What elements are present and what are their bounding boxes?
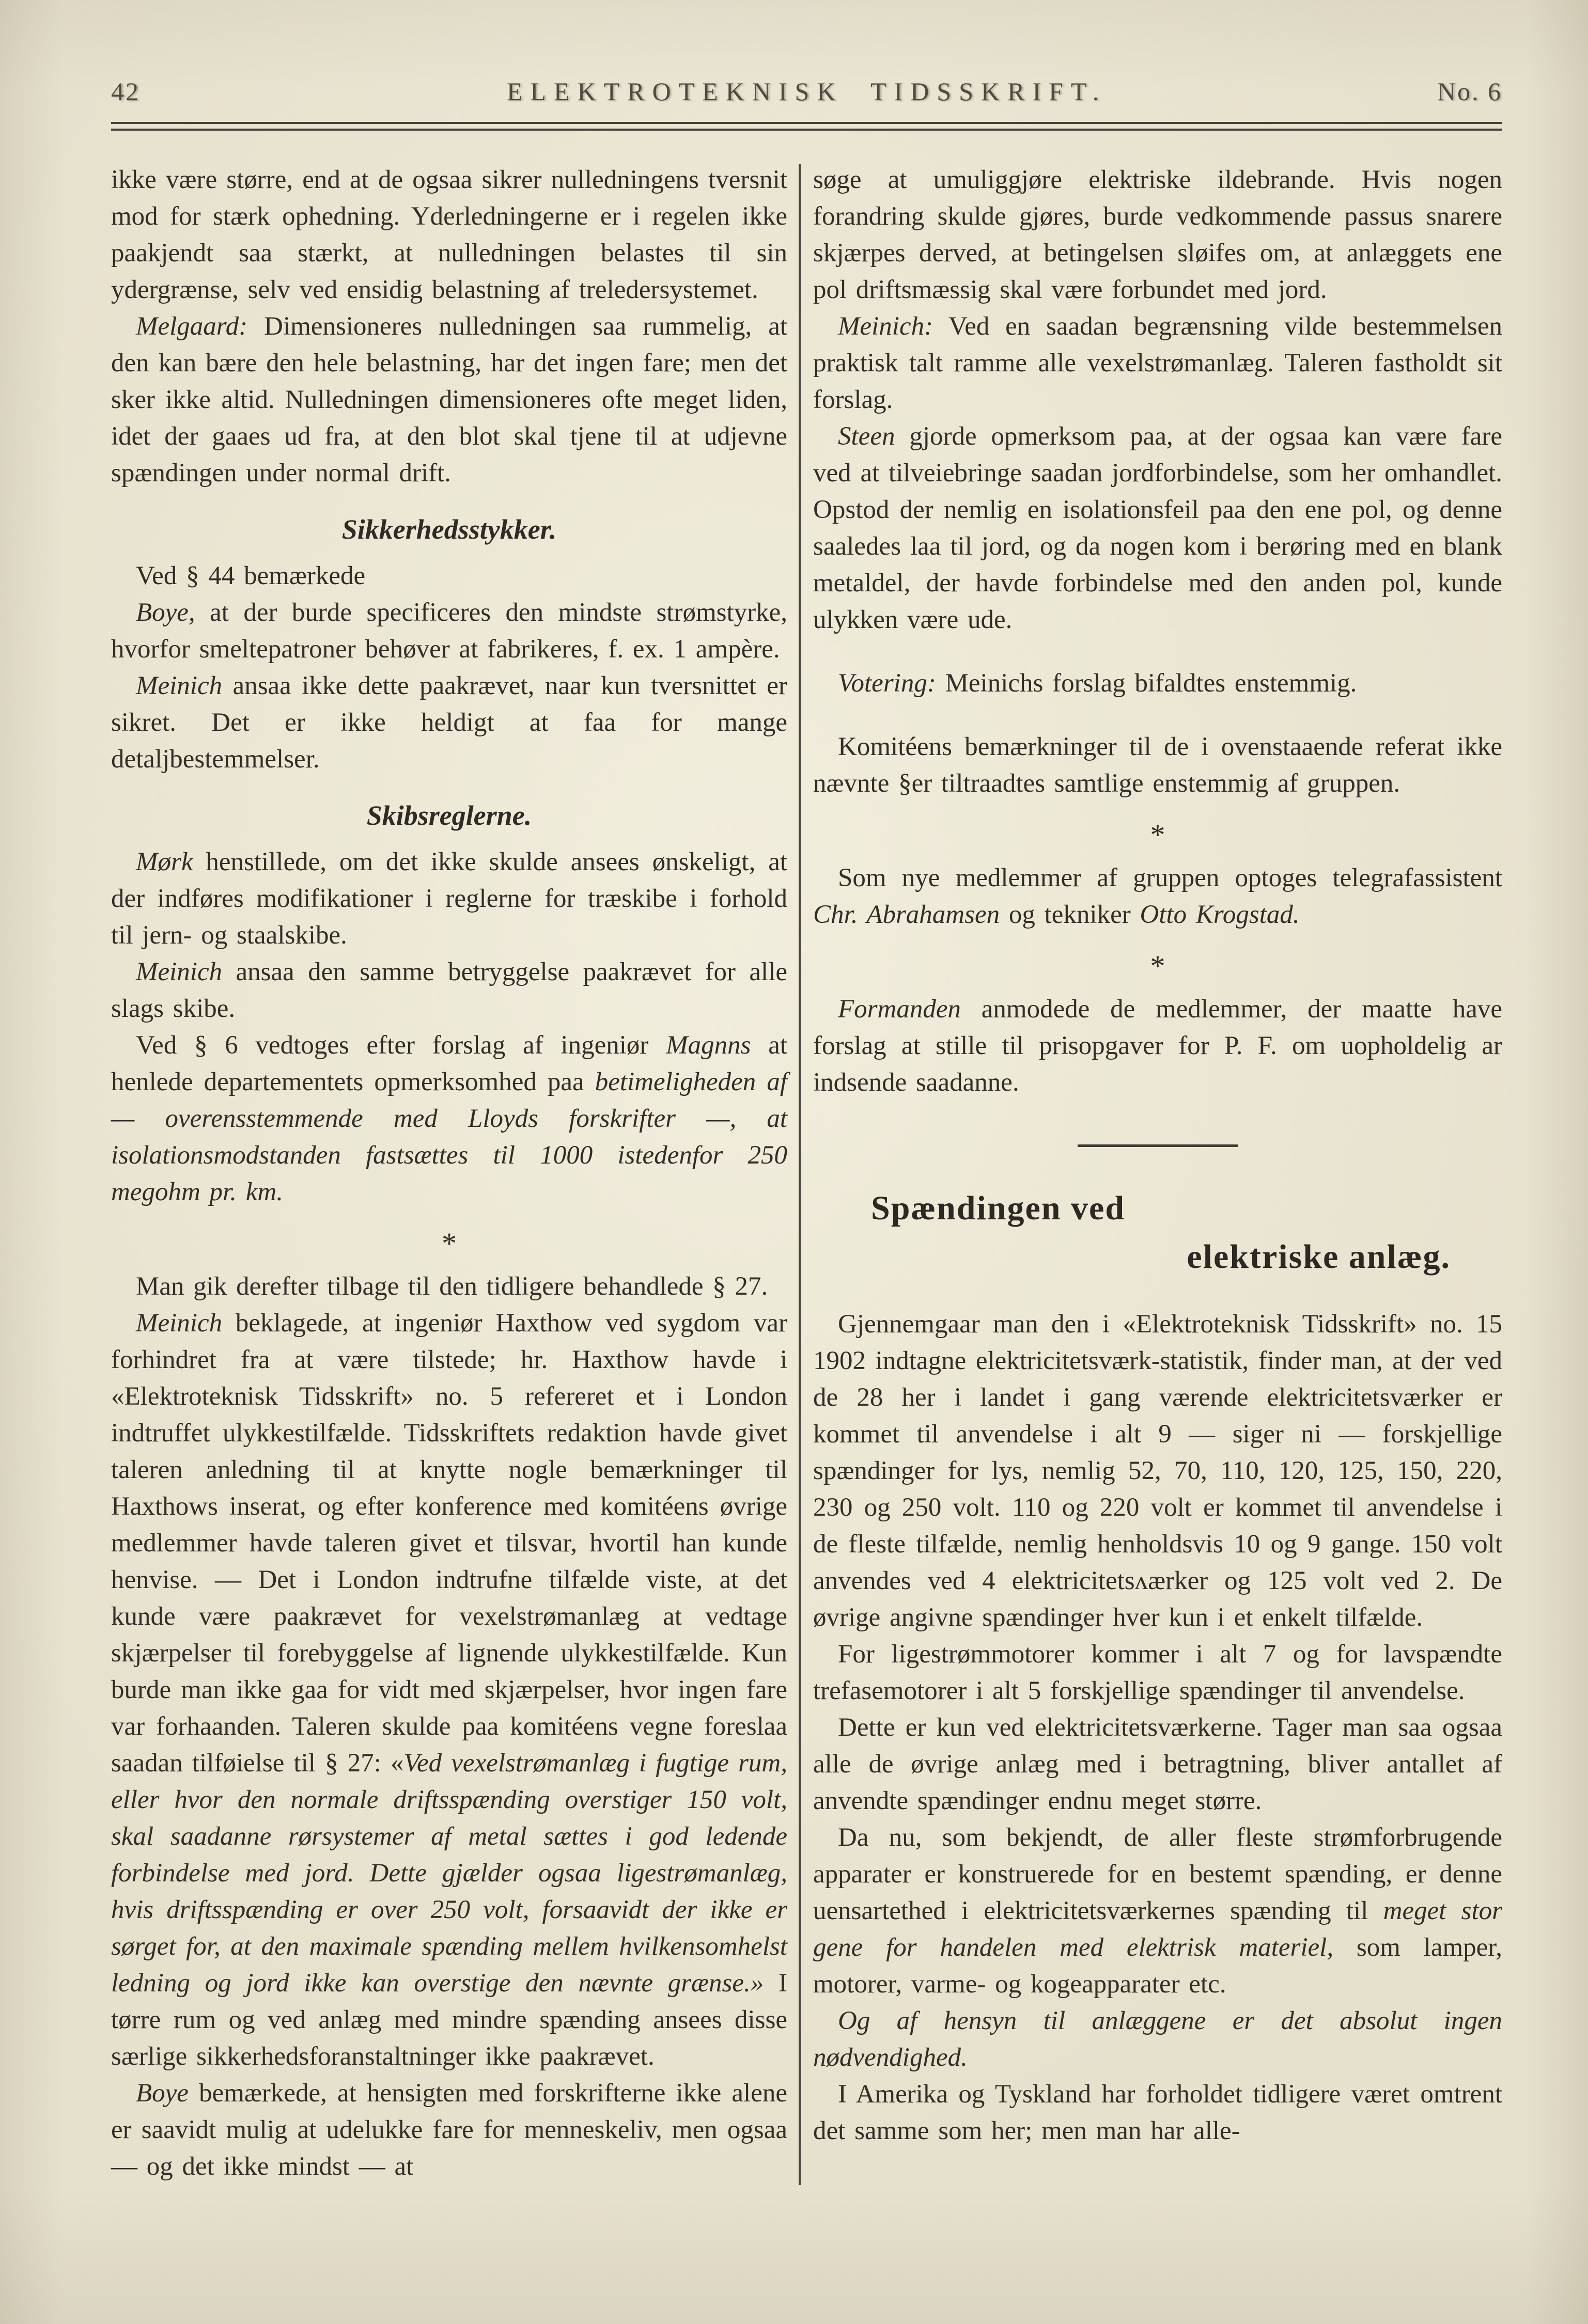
emphasized-text-segment: betimeligheden af — overensstemmende med Lloyds forskrifter —, at isolationsmodstanden fastsættes til 1000 istedenfor 250 megohm pr. km. (111, 1067, 788, 1206)
column-right (813, 162, 1502, 2185)
body-paragraph (813, 162, 1502, 308)
text-segment: henstillede, om det ikke skulde ansees ønskeligt, at der indføres modifikationer i reglerne for træskibe i forhold til jern- og staalskibe. (111, 847, 788, 950)
text-segment: at henlede departementets opmerksomhed paa (111, 1031, 788, 1096)
text-segment: Ved § 6 vedtoges efter forslag af ingeniør (136, 1031, 666, 1060)
body-paragraph (111, 1027, 787, 1211)
text-segment: Dette er kun ved elektricitetsværkerne. Tager man saa ogsaa alle de øvrige anlæg med i betragtning, bliver antallet af anvendte spændinger endnu meget større. (813, 1713, 1502, 1815)
emphasized-text-segment: Ved vexelstrømanlæg i fugtige rum, eller hvor den normale driftsspænding overstiger 150 volt, skal saadanne rørsystemer af metal sættes i god ledende forbindelse med jord. Dette gjælder ogsaa ligestrømanlæg, hvis driftsspænding er over 250 volt, forsaavidt der ikke er sørget for, at den maximale spænding mellem hvilkensomhelst ledning og jord ikke kan overstige den nævnte grænse.» (111, 1749, 788, 1998)
text-segment: søge at umuliggjøre elektriske ildebrande. Hvis nogen forandring skulde gjøres, burde vedkommende passus snarere skjærpes derved, at betingelsen sløifes om, at anlæggets ene pol driftsmæssig skal være forbundet med jord. (813, 165, 1502, 304)
text-segment: Dimensioneres nulledningen saa rummelig, at den kan bære den hele belastning, har det ingen fare; men det sker ikke altid. Nulledningen dimensioneres ofte meget liden, idet der gaaes ud fra, at den blot skal tjene til at udjevne spændingen under normal drift. (111, 312, 788, 488)
text-segment: bemærkede, at hensigten med forskrifterne ikke alene er saavidt mulig at udelukke fare for menneskeliv, men ogsaa — og det ikke mindst — at (111, 2079, 788, 2181)
emphasized-text-segment: Mørk (136, 847, 193, 876)
article-title-line: Spændingen ved (871, 1189, 1126, 1227)
text-segment: ikke være større, end at de ogsaa sikrer nulledningens tversnit mod for stærk ophedning. Yderledningerne er i regelen ikke paakjendt saa stærkt, at nulledningen belastes til sin ydergrænse, selv ved ensidig belastning af treledersystemet. (111, 165, 788, 304)
body-paragraph (813, 1819, 1502, 2003)
body-paragraph (813, 1709, 1502, 1819)
section-separator-rule (1078, 1144, 1238, 1147)
text-segment: Ved § 44 bemærkede (136, 561, 366, 590)
body-paragraph (111, 594, 787, 668)
text-segment: som lamper, motorer, varme- og kogeapparater etc. (813, 1933, 1503, 1999)
text-segment: ansaa den samme betryggelse paakrævet for alle slags skibe. (111, 957, 788, 1023)
section-separator-star: * (1150, 818, 1165, 852)
body-paragraph (111, 308, 787, 492)
body-paragraph (111, 1268, 787, 1305)
body-paragraph (111, 162, 787, 308)
article-title (813, 1184, 1502, 1281)
subsection-heading (111, 799, 787, 831)
body-paragraph (813, 1636, 1502, 1709)
text-segment: Da nu, som bekjendt, de aller fleste strømforbrugende apparater er konstruerede for en bestemt spænding, er denne uensartethed i elektricitetsværkernes spænding til (813, 1823, 1502, 1925)
body-paragraph (813, 2003, 1502, 2076)
text-segment: Gjennemgaar man den i «Elektroteknisk Tidsskrift» no. 15 1902 indtagne elektricitetsværk-statistik, finder man, at der ved de 28 her i landet i gang værende elektricitetsværker er kommet til anvendelse i alt 9 — siger ni — forskjellige spændinger for lys, nemlig 52, 70, 110, 120, 125, 150, 220, 230 og 250 volt. 110 og 220 volt er kommet til anvendelse i de fleste tilfælde, nemlig henholdsvis 10 og 9 gange. 150 volt anvendes ved 4 elektricitetsʌærker og 125 volt ved 2. De øvrige angivne spændinger hver kun i et enkelt tilfælde. (813, 1310, 1502, 1632)
text-segment: og tekniker (1000, 900, 1140, 929)
text-segment: at der burde specificeres den mindste strømstyrke, hvorfor smeltepatroner behøver at fabrikeres, f. ex. 1 ampère. (111, 598, 788, 664)
text-columns (111, 162, 1502, 2185)
text-segment: beklagede, at ingeniør Haxthow ved sygdom var forhindret fra at være tilstede; hr. Haxthow havde i «Elektroteknisk Tidsskrift» no. 5 refereret et i London indtruffet ulykkestilfælde. Tidsskriftets redaktion havde givet taleren anledning til at knytte nogle bemærkninger til Haxthows inserat, og efter konference med komitéens øvrige medlemmer havde taleren givet et tilsvar, hvortil han kunde henvise. — Det i London indtrufne tilfælde viste, at det kunde være paakrævet for vexelstrømanlæg at vedtage skjærpelser til forebyggelse af lignende ulykkestilfælde. Kun burde man ikke gaa for vidt med skjærpelser, hvor ingen fare var forhaanden. Taleren skulde paa komitéens vegne foreslaa saadan tilføielse til § 27: « (111, 1309, 788, 1778)
page-number: 42 (111, 77, 140, 106)
issue-number: No. 6 (1437, 77, 1502, 106)
emphasized-text-segment: Meinich (136, 1309, 223, 1338)
body-paragraph (813, 418, 1502, 638)
text-segment: I Amerika og Tyskland har forholdet tidligere været omtrent det samme som her; men man har alle- (813, 2080, 1502, 2145)
text-segment: gjorde opmerksom paa, at der ogsaa kan være fare ved at tilveiebringe saadan jordforbindelse, som her omhandlet. Opstod der nemlig en isolationsfeil paa den ene pol, og denne saaledes laa til jord, og da nogen kom i berøring med en blank metaldel, der havde forbindelse med den anden pol, kunde ulykken være ude. (813, 422, 1502, 634)
body-paragraph (813, 991, 1502, 1101)
text-segment: anmodede de medlemmer, der maatte have forslag at stille til prisopgaver for P. F. om uopholdelig ar indsende saadanne. (813, 995, 1502, 1097)
body-paragraph (813, 2076, 1502, 2149)
text-segment: ansaa ikke dette paakrævet, naar kun tversnittet er sikret. Det er ikke heldigt at faa for mange detaljbestemmelser. (111, 671, 788, 774)
body-paragraph (813, 860, 1502, 933)
body-paragraph (813, 308, 1502, 418)
body-paragraph (111, 954, 787, 1027)
emphasized-text-segment: Skibsreglerne. (366, 800, 532, 831)
text-segment: Man gik derefter tilbage til den tidligere behandlede § 27. (136, 1272, 768, 1301)
emphasized-text-segment: Boye, (136, 598, 195, 627)
emphasized-text-segment: Magnns (666, 1031, 751, 1060)
emphasized-text-segment: Og af hensyn til anlæggene er det absolut ingen nødvendighed. (813, 2006, 1502, 2072)
text-segment: I tørre rum og ved anlæg med mindre spænding ansees disse særlige sikkerhedsforanstaltninger ikke paakrævet. (111, 1969, 788, 2071)
section-separator-star: * (442, 1227, 457, 1260)
text-segment: Komitéens bemærkninger til de i ovenstaaende referat ikke nævnte §er tiltraadtes samtlige enstemmig af gruppen. (813, 732, 1502, 798)
text-segment: Som nye medlemmer af gruppen optoges telegrafassistent (838, 863, 1502, 892)
emphasized-text-segment: Formanden (838, 995, 961, 1024)
text-segment: Meinichs forslag bifaldtes enstemmig. (936, 669, 1357, 698)
journal-title: ELEKTROTEKNISK TIDSSKRIFT. (506, 77, 1107, 106)
column-divider-rule (799, 164, 801, 2185)
text-segment: For ligestrømmotorer kommer i alt 7 og for lavspændte trefasemotorer i alt 5 forskjellige spændinger til anvendelse. (813, 1640, 1502, 1705)
text-segment: Ved en saadan begrænsning vilde bestemmelsen praktisk talt ramme alle vexelstrømanlæg. Taleren fastholdt sit forslag. (813, 312, 1502, 414)
body-paragraph (111, 668, 787, 778)
body-paragraph (111, 1305, 787, 2075)
emphasized-text-segment: Otto Krogstad. (1140, 900, 1300, 929)
emphasized-text-segment: Steen (838, 422, 895, 451)
body-paragraph (813, 665, 1502, 702)
emphasized-text-segment: Sikkerhedsstykker. (341, 514, 557, 545)
emphasized-text-segment: Chr. Abrahamsen (813, 900, 1000, 929)
emphasized-text-segment: Meinich: (838, 312, 933, 341)
body-paragraph (813, 1306, 1502, 1636)
emphasized-text-segment: Meinich (136, 957, 223, 986)
body-paragraph (111, 558, 787, 594)
emphasized-text-segment: Votering: (838, 669, 936, 698)
emphasized-text-segment: Melgaard: (136, 312, 248, 341)
body-paragraph (111, 844, 787, 954)
header-double-rule (111, 122, 1502, 131)
body-paragraph (111, 2075, 787, 2185)
running-head (111, 76, 1502, 106)
emphasized-text-segment: meget stor gene for handelen med elektrisk materiel, (813, 1896, 1502, 1962)
emphasized-text-segment: Meinich (136, 671, 223, 700)
body-paragraph (813, 729, 1502, 802)
subsection-heading (111, 513, 787, 545)
section-separator-star: * (1150, 949, 1165, 983)
column-left (111, 162, 787, 2185)
article-title-line: elektriske anlæg. (1187, 1238, 1451, 1276)
emphasized-text-segment: Boye (136, 2079, 189, 2108)
